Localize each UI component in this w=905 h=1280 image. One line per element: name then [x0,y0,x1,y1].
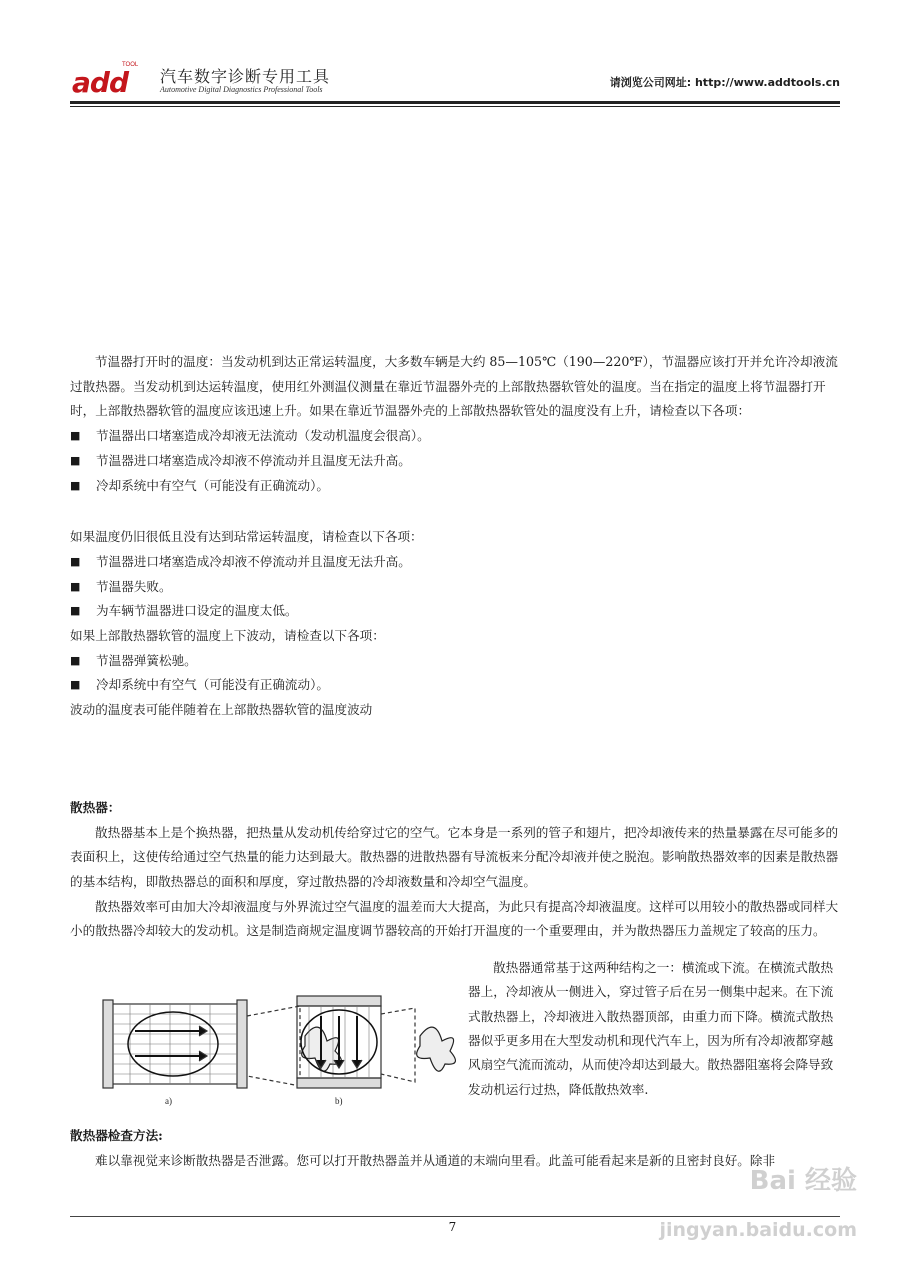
radiator-diagram [95,986,465,1106]
bullet-square-icon: ■ [70,579,81,593]
logo-tool-label: TOOL [122,62,139,68]
bullet-square-icon: ■ [70,478,81,492]
company-logo [70,62,152,99]
figure-label-a: a) [165,1096,172,1107]
header-rule-thick [70,101,840,104]
bullet-square-icon: ■ [70,453,81,467]
bullet-square-icon: ■ [70,554,81,568]
bullet-square-icon: ■ [70,653,81,667]
fluctuation-note: 波动的温度表可能伴随着在上部散热器软管的温度波动 [70,702,373,718]
brand-title-en: Automotive Digital Diagnostics Professional Tools [160,85,323,94]
list-item: ■ 节温器弹簧松驰。 [70,649,840,674]
list-item: ■ 节温器进口堵塞造成冷却液不停流动并且温度无法升高。 [70,449,840,474]
website-link[interactable]: 请浏览公司网址: http://www.addtools.cn [609,76,840,89]
radiator-heading: 散热器： [70,799,121,815]
header-rule-thin [70,106,840,107]
radiator-figure-row [70,956,840,1124]
radiator-para-1: 散热器基本上是个换热器，把热量从发动机传给穿过它的空气。它本身是一系列的管子和翅片，把冷却液传来的热量暴露在尽可能多的表面积上，这使传给通过空气热量的能力达到最大。散热器的进散热器有导流板来分配冷却液并使之脱泡。影响散热器效率的因素是散热器的基本结构，即散热器总的面积和厚度，穿过散热器的冷却液数量和冷却空气温度。 [70,824,839,889]
list-item: ■ 为车辆节温器进口设定的温度太低。 [70,599,840,624]
figure-label-b: b) [335,1096,343,1107]
list-item: ■ 冷却系统中有空气（可能没有正确流动）。 [70,673,840,698]
radiator-check-heading: 散热器检查方法: [70,1128,163,1144]
list-item: ■ 节温器出口堵塞造成冷却液无法流动（发动机温度会很高）。 [70,424,840,449]
low-temp-intro: 如果温度仍旧很低且没有达到玷常运转温度，请检查以下各项： [70,529,423,545]
bullet-square-icon: ■ [70,678,81,692]
radiator-check-para: 难以靠视觉来诊断散热器是否泄露。您可以打开散热器盖并从通道的末端向里看。此盖可能看起来是新的且密封良好。除非 [95,1152,776,1168]
list-item: ■ 节温器进口堵塞造成冷却液不停流动并且温度无法升高。 [70,550,840,575]
footer-rule [70,1216,840,1217]
list-item: ■ 冷却系统中有空气（可能没有正确流动）。 [70,474,840,499]
radiator-para-2: 散热器效率可由加大冷却液温度与外界流过空气温度的温差而大大提高，为此只有提高冷却液温度。这样可以用较小的散热器或同样大小的散热器冷却较大的发动机。这是制造商规定温度调节器较高的开始打开温度的一个重要理由，并为散热器压力盖规定了较高的压力。 [70,898,839,939]
radiator-para-3: 散热器通常基于这两种结构之一：横流或下流。在横流式散热器上，冷却液从一侧进入，穿过管子后在另一侧集中起来。在下流式散热器上，冷却液进入散热器顶部，由重力而下降。横流式散热器似乎更多用在大型发动机和现代汽车上，因为所有冷却液都穿越风扇空气流而流动，从而使冷却达到最大。散热器阻塞将会降导致发动机运行过热，降低散热效率. [468,960,834,1097]
thermostat-intro: 节温器打开时的温度：当发动机到达正常运转温度，大多数车辆是大约 85—105℃（190—220℉），节温器应该打开并允许冷却液流过散热器。当发动机到达运转温度，使用红外测温仪测量在靠近节温器外壳的上部散热器软管处的温度。当在指定的温度上将节温器打开时，上部散热器软管的温度应该迅速上升。如果在靠近节温器外壳的上部散热器软管处的温度没有上升，请检查以下各项： [70,354,838,419]
bullet-square-icon: ■ [70,429,81,443]
watermark-sub: jingyan.baidu.com [659,1219,857,1241]
list-item: ■ 节温器失败。 [70,575,840,600]
brand-title-cn: 汽车数字诊断专用工具 [160,67,331,86]
document-body [70,350,840,1173]
watermark-main: Bai 经验 [749,1166,857,1196]
logo-wordmark: add [72,66,128,99]
bullet-square-icon: ■ [70,604,81,618]
fluctuation-intro: 如果上部散热器软管的温度上下波动，请检查以下各项： [70,628,385,644]
page-number: 7 [448,1220,457,1234]
